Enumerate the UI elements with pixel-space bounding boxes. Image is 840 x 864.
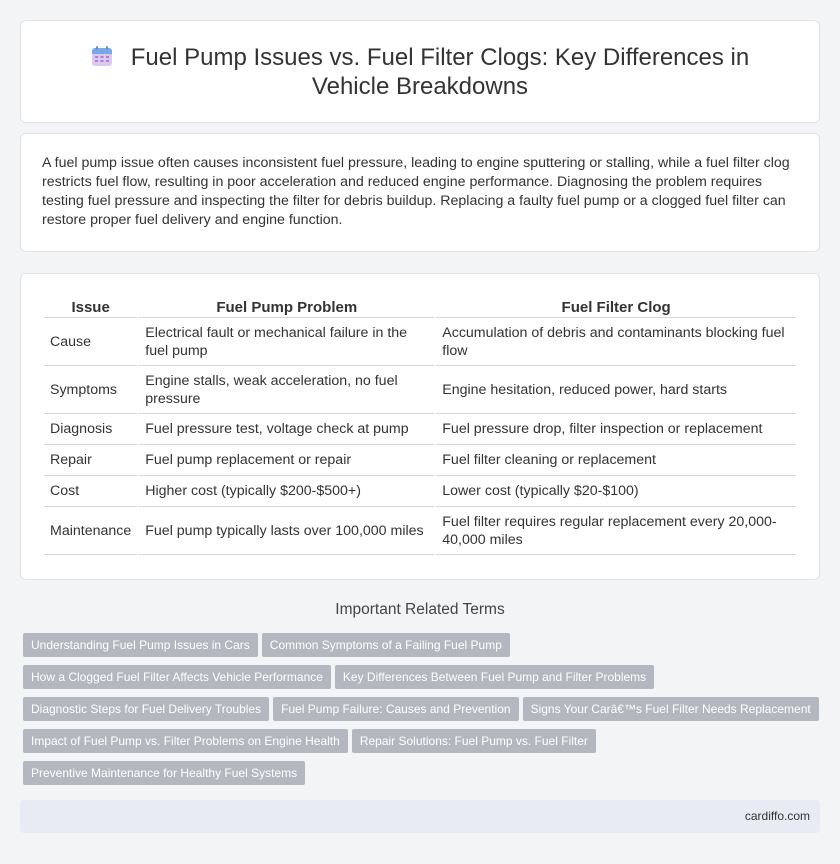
row-label: Symptoms bbox=[44, 366, 137, 414]
table-row bbox=[44, 366, 796, 414]
table-header-row bbox=[44, 296, 796, 318]
related-term-link[interactable]: Impact of Fuel Pump vs. Filter Problems on Engine Health bbox=[23, 729, 348, 753]
fuel-filter-cell: Fuel filter requires regular replacement every 20,000-40,000 miles bbox=[436, 507, 796, 555]
row-label: Maintenance bbox=[44, 507, 137, 555]
row-label: Cost bbox=[44, 476, 137, 507]
fuel-pump-cell: Fuel pump replacement or repair bbox=[139, 445, 434, 476]
table-row bbox=[44, 318, 796, 366]
title-card bbox=[20, 20, 820, 123]
fuel-filter-cell: Fuel pressure drop, filter inspection or replacement bbox=[436, 414, 796, 445]
row-label: Cause bbox=[44, 318, 137, 366]
table-row bbox=[44, 445, 796, 476]
fuel-filter-cell: Fuel filter cleaning or replacement bbox=[436, 445, 796, 476]
fuel-pump-cell: Electrical fault or mechanical failure in the fuel pump bbox=[139, 318, 434, 366]
related-term-link[interactable]: Repair Solutions: Fuel Pump vs. Fuel Filter bbox=[352, 729, 596, 753]
related-term-link[interactable]: Common Symptoms of a Failing Fuel Pump bbox=[262, 633, 510, 657]
footer bbox=[20, 800, 820, 833]
intro-card bbox=[20, 133, 820, 252]
fuel-pump-cell: Higher cost (typically $200-$500+) bbox=[139, 476, 434, 507]
related-term-link[interactable]: Key Differences Between Fuel Pump and Filter Problems bbox=[335, 665, 654, 689]
calendar-icon bbox=[91, 45, 113, 67]
page-title-wrap bbox=[21, 43, 819, 101]
related-terms-list bbox=[23, 633, 823, 793]
header-fuel-filter: Fuel Filter Clog bbox=[436, 296, 796, 318]
comparison-table-card bbox=[20, 273, 820, 580]
footer-site-link[interactable]: cardiffo.com bbox=[744, 809, 810, 823]
fuel-pump-cell: Fuel pump typically lasts over 100,000 miles bbox=[139, 507, 434, 555]
row-label: Diagnosis bbox=[44, 414, 137, 445]
fuel-pump-cell: Fuel pressure test, voltage check at pump bbox=[139, 414, 434, 445]
intro-paragraph: A fuel pump issue often causes inconsistent fuel pressure, leading to engine sputtering or stalling, while a fuel filter clog restricts fuel flow, resulting in poor acceleration and reduced engine performance. Diagnosing the problem requires testing fuel pressure and inspecting the filter for debris buildup. Replacing a faulty fuel pump or a clogged fuel filter can restore proper fuel delivery and engine function. bbox=[42, 155, 790, 228]
comparison-table bbox=[42, 296, 798, 555]
related-term-link[interactable]: Diagnostic Steps for Fuel Delivery Troubles bbox=[23, 697, 269, 721]
fuel-filter-cell: Accumulation of debris and contaminants blocking fuel flow bbox=[436, 318, 796, 366]
fuel-filter-cell: Engine hesitation, reduced power, hard starts bbox=[436, 366, 796, 414]
header-issue: Issue bbox=[44, 296, 137, 318]
header-fuel-pump: Fuel Pump Problem bbox=[139, 296, 434, 318]
related-terms-title: Important Related Terms bbox=[335, 601, 505, 618]
fuel-filter-cell: Lower cost (typically $20-$100) bbox=[436, 476, 796, 507]
fuel-pump-cell: Engine stalls, weak acceleration, no fuel pressure bbox=[139, 366, 434, 414]
page-title: Fuel Pump Issues vs. Fuel Filter Clogs: Key Differences in Vehicle Breakdowns bbox=[130, 44, 750, 100]
related-term-link[interactable]: Preventive Maintenance for Healthy Fuel Systems bbox=[23, 761, 305, 785]
table-row bbox=[44, 476, 796, 507]
related-term-link[interactable]: Understanding Fuel Pump Issues in Cars bbox=[23, 633, 258, 657]
table-row bbox=[44, 414, 796, 445]
related-term-link[interactable]: How a Clogged Fuel Filter Affects Vehicle Performance bbox=[23, 665, 331, 689]
table-row bbox=[44, 507, 796, 555]
row-label: Repair bbox=[44, 445, 137, 476]
related-term-link[interactable]: Signs Your Carâ€™s Fuel Filter Needs Replacement bbox=[523, 697, 819, 721]
related-term-link[interactable]: Fuel Pump Failure: Causes and Prevention bbox=[273, 697, 518, 721]
